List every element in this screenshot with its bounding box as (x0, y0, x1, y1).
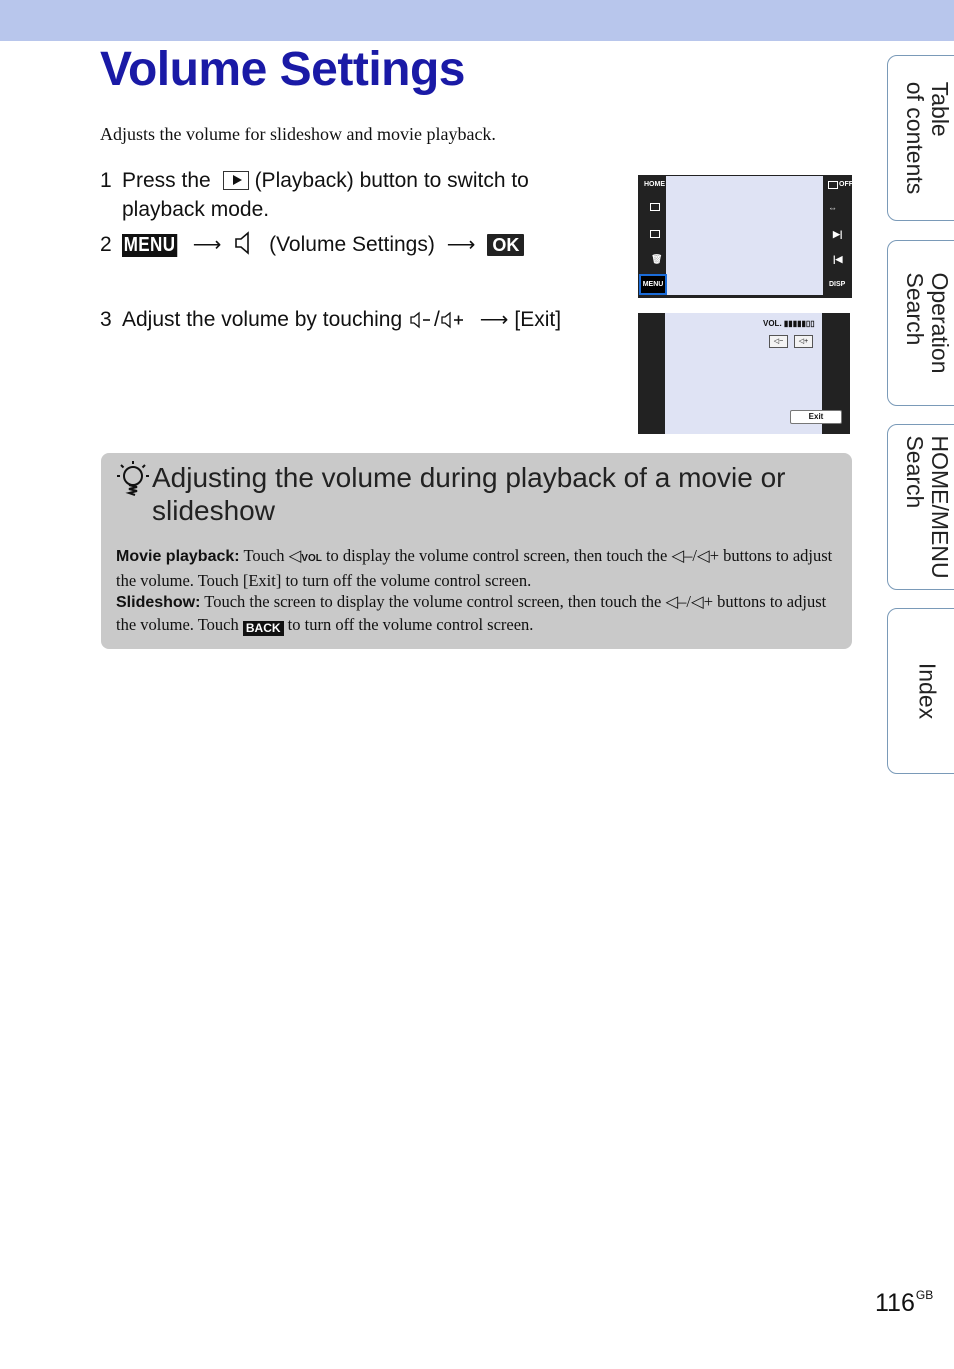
screen-display (666, 176, 823, 295)
tip-text: Touch (243, 546, 285, 565)
slideshow-label: Slideshow: (116, 594, 201, 611)
arrow-right-icon: ⟶ (446, 234, 476, 256)
tip-box (101, 453, 852, 649)
volume-down-icon: ◁– (671, 546, 693, 565)
tab-label: Operation Search (902, 272, 953, 374)
intro-text: Adjusts the volume for slideshow and movie playback. (100, 124, 496, 144)
step-text: playback mode. (122, 198, 270, 221)
off-label: OFF (839, 181, 853, 188)
display-off-icon (828, 181, 838, 189)
menu-icon: MENU (123, 234, 176, 256)
volume-indicator: VOL. ▮▮▮▮▮▯▯ (763, 319, 815, 328)
tip-body (116, 545, 836, 636)
back-icon: BACK (243, 621, 284, 636)
tip-text: Touch the screen to display the volume control screen, then touch the (204, 592, 662, 611)
volume-up-icon (440, 309, 468, 339)
volume-up-button: ◁+ (794, 335, 813, 348)
rotate-icon: ⇔ (828, 203, 837, 213)
tab-home-menu-search[interactable] (887, 424, 954, 590)
step-number: 2 (100, 233, 112, 256)
page-title: Volume Settings (100, 43, 465, 96)
tab-label: Index (914, 662, 941, 720)
next-icon: ▶| (833, 229, 843, 239)
step-text: (Playback) button to switch to (254, 169, 529, 192)
top-bar (0, 0, 954, 41)
tip-text: to display the volume control screen, then touch the (325, 546, 668, 565)
index-view-icon (650, 203, 660, 211)
volume-down-icon (408, 309, 434, 339)
playback-button-icon (223, 171, 249, 190)
step-2 (100, 230, 524, 264)
step-1 (100, 166, 529, 224)
tab-label: Table of contents (902, 81, 953, 195)
lightbulb-icon (115, 459, 151, 504)
movie-playback-label: Movie playback: (116, 548, 240, 565)
volume-down-button: ◁− (769, 335, 788, 348)
tab-table-of-contents[interactable] (887, 55, 954, 221)
tip-text: buttons to adjust the volume. Touch (116, 592, 827, 634)
separator: / (434, 308, 440, 331)
tab-index[interactable] (887, 608, 954, 774)
camera-screen-volume (638, 313, 850, 434)
page-suffix: GB (915, 1288, 934, 1302)
arrow-right-icon: ⟶ (479, 309, 509, 331)
exit-button: Exit (790, 410, 842, 424)
step-text: Press the (122, 169, 211, 192)
separator: / (686, 592, 691, 611)
volume-vol-icon: ◁VOL (288, 546, 322, 565)
page-number: $116^{GB}$ (875, 1288, 934, 1317)
step-3 (100, 305, 561, 339)
step-text: [Exit] (514, 308, 562, 331)
tip-text: buttons to adjust the volume. Touch [Exit] to turn off the volume control screen. (116, 546, 833, 590)
tab-label: HOME/MENU Search (902, 435, 953, 579)
menu-button-highlighted: MENU (639, 274, 667, 295)
ok-icon: OK (487, 234, 524, 256)
step-number: 1 (100, 169, 112, 192)
volume-settings-icon (233, 230, 255, 264)
slideshow-icon (650, 230, 660, 238)
step-text: Adjust the volume by touching (122, 308, 403, 331)
separator: / (692, 546, 698, 565)
step-number: 3 (100, 308, 112, 331)
camera-screen-menu (638, 175, 852, 298)
trash-icon: 🗑 (651, 254, 663, 264)
disp-label: DISP (829, 281, 846, 288)
tab-operation-search[interactable] (887, 240, 954, 406)
tip-heading: Adjusting the volume during playback of a movie or slideshow (152, 462, 786, 526)
volume-up-icon: ◁+ (697, 546, 720, 565)
tip-text: to turn off the volume control screen. (287, 614, 534, 634)
step-text: (Volume Settings) (269, 233, 435, 256)
volume-down-icon: ◁– (665, 592, 687, 611)
previous-icon: |◀ (833, 254, 843, 264)
volume-up-icon: ◁+ (691, 592, 713, 611)
arrow-right-icon: ⟶ (192, 234, 222, 256)
home-label: HOME (644, 181, 665, 188)
